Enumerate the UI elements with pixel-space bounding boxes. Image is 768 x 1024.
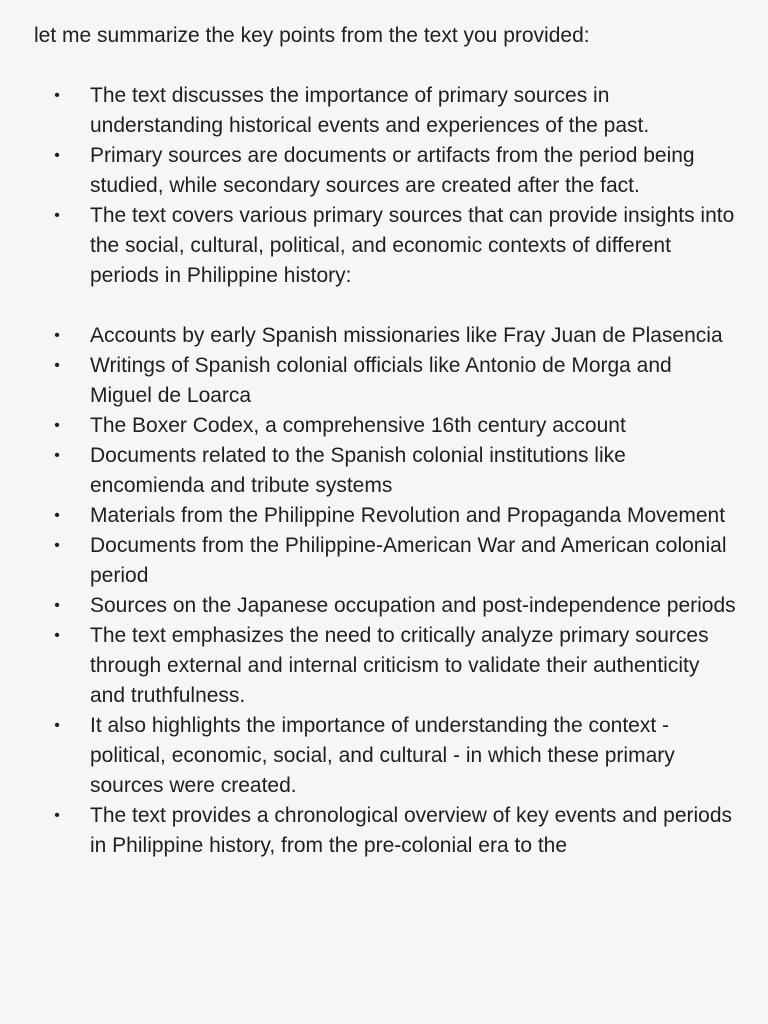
list-item: [34, 801, 738, 861]
section-spacer: [34, 291, 738, 321]
list-item-text: The text discusses the importance of primary sources in understanding historical events and experiences of the past.: [90, 84, 650, 137]
intro-text: let me summarize the key points from the text you provided:: [34, 24, 590, 47]
list-item: [34, 621, 738, 711]
list-item: [34, 81, 738, 141]
list-item-text: Writings of Spanish colonial officials like Antonio de Morga and Miguel de Loarca: [90, 354, 672, 407]
list-item-text: The text covers various primary sources that can provide insights into the social, cultural, political, and economic contexts of different periods in Philippine history:: [90, 204, 735, 287]
bullet-icon: •: [54, 357, 60, 374]
list-item-text: Documents from the Philippine-American War and American colonial period: [90, 534, 727, 587]
list-item: [34, 591, 738, 621]
bullet-icon: •: [54, 507, 60, 524]
bullet-icon: •: [54, 597, 60, 614]
list-item-text: Sources on the Japanese occupation and post-independence periods: [90, 594, 736, 617]
list-item-text: The text emphasizes the need to critically analyze primary sources through external and internal criticism to validate their authenticity and truthfulness.: [90, 624, 709, 707]
bullet-icon: •: [54, 327, 60, 344]
bullet-list-sources: [34, 321, 738, 861]
list-item: [34, 351, 738, 411]
bullet-icon: •: [54, 147, 60, 164]
bullet-icon: •: [54, 207, 60, 224]
list-item-text: The text provides a chronological overview of key events and periods in Philippine history, from the pre-colonial era to the: [90, 804, 733, 857]
list-item: [34, 441, 738, 501]
bullet-icon: •: [54, 417, 60, 434]
list-item-text: It also highlights the importance of understanding the context - political, economic, social, and cultural - in which these primary sources were created.: [90, 714, 675, 797]
bullet-icon: •: [54, 717, 60, 734]
list-item: [34, 711, 738, 801]
bullet-icon: •: [54, 87, 60, 104]
list-item-text: The Boxer Codex, a comprehensive 16th century account: [90, 414, 626, 437]
bullet-icon: •: [54, 447, 60, 464]
list-item: [34, 321, 738, 351]
bullet-icon: •: [54, 627, 60, 644]
list-item-text: Accounts by early Spanish missionaries like Fray Juan de Plasencia: [90, 324, 723, 347]
list-item-text: Materials from the Philippine Revolution and Propaganda Movement: [90, 504, 726, 527]
list-item: [34, 501, 738, 531]
list-item: [34, 141, 738, 201]
bullet-icon: •: [54, 537, 60, 554]
list-item-text: Documents related to the Spanish colonial institutions like encomienda and tribute systems: [90, 444, 626, 497]
list-item-text: Primary sources are documents or artifacts from the period being studied, while secondary sources are created after the fact.: [90, 144, 695, 197]
bullet-icon: •: [54, 807, 60, 824]
bullet-list-primary: [34, 81, 738, 291]
list-item: [34, 411, 738, 441]
list-item: [34, 531, 738, 591]
list-item: [34, 201, 738, 291]
